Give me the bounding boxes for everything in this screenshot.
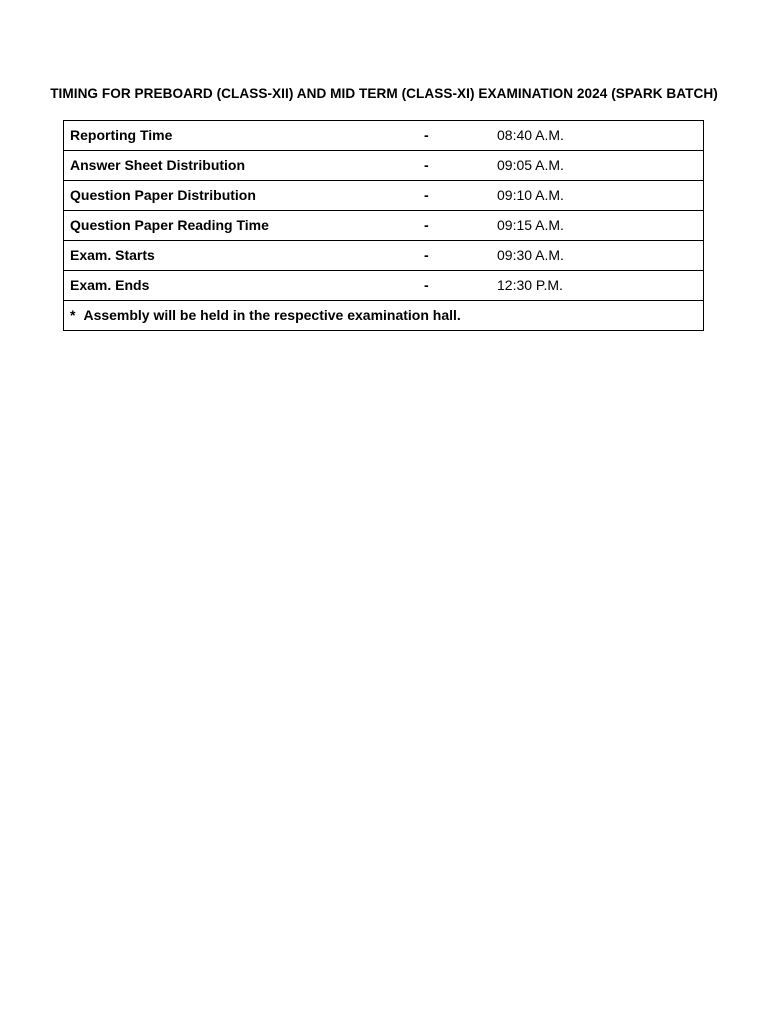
- separator-dash: -: [416, 121, 497, 151]
- note-marker: *: [70, 306, 76, 323]
- table-row: [64, 121, 704, 151]
- table-row: [64, 181, 704, 211]
- event-time: 09:05 A.M.: [497, 151, 704, 181]
- event-label: Question Paper Distribution: [64, 181, 417, 211]
- event-time: 08:40 A.M.: [497, 121, 704, 151]
- event-time: 09:15 A.M.: [497, 211, 704, 241]
- table-row: [64, 271, 704, 301]
- note-text: Assembly will be held in the respective examination hall.: [83, 306, 461, 323]
- separator-dash: -: [416, 181, 497, 211]
- event-label: Exam. Starts: [64, 241, 417, 271]
- table-row: [64, 151, 704, 181]
- event-label: Answer Sheet Distribution: [64, 151, 417, 181]
- table-row: [64, 211, 704, 241]
- note-cell: [64, 301, 704, 331]
- event-label: Reporting Time: [64, 121, 417, 151]
- separator-dash: -: [416, 211, 497, 241]
- separator-dash: -: [416, 241, 497, 271]
- separator-dash: -: [416, 271, 497, 301]
- event-time: 12:30 P.M.: [497, 271, 704, 301]
- table-row: [64, 241, 704, 271]
- event-time: 09:30 A.M.: [497, 241, 704, 271]
- event-label: Exam. Ends: [64, 271, 417, 301]
- note-row: [64, 301, 704, 331]
- schedule-table: [63, 120, 704, 331]
- separator-dash: -: [416, 151, 497, 181]
- event-time: 09:10 A.M.: [497, 181, 704, 211]
- event-label: Question Paper Reading Time: [64, 211, 417, 241]
- page-title: TIMING FOR PREBOARD (CLASS-XII) AND MID TERM (CLASS-XI) EXAMINATION 2024 (SPARK BATCH): [50, 86, 718, 101]
